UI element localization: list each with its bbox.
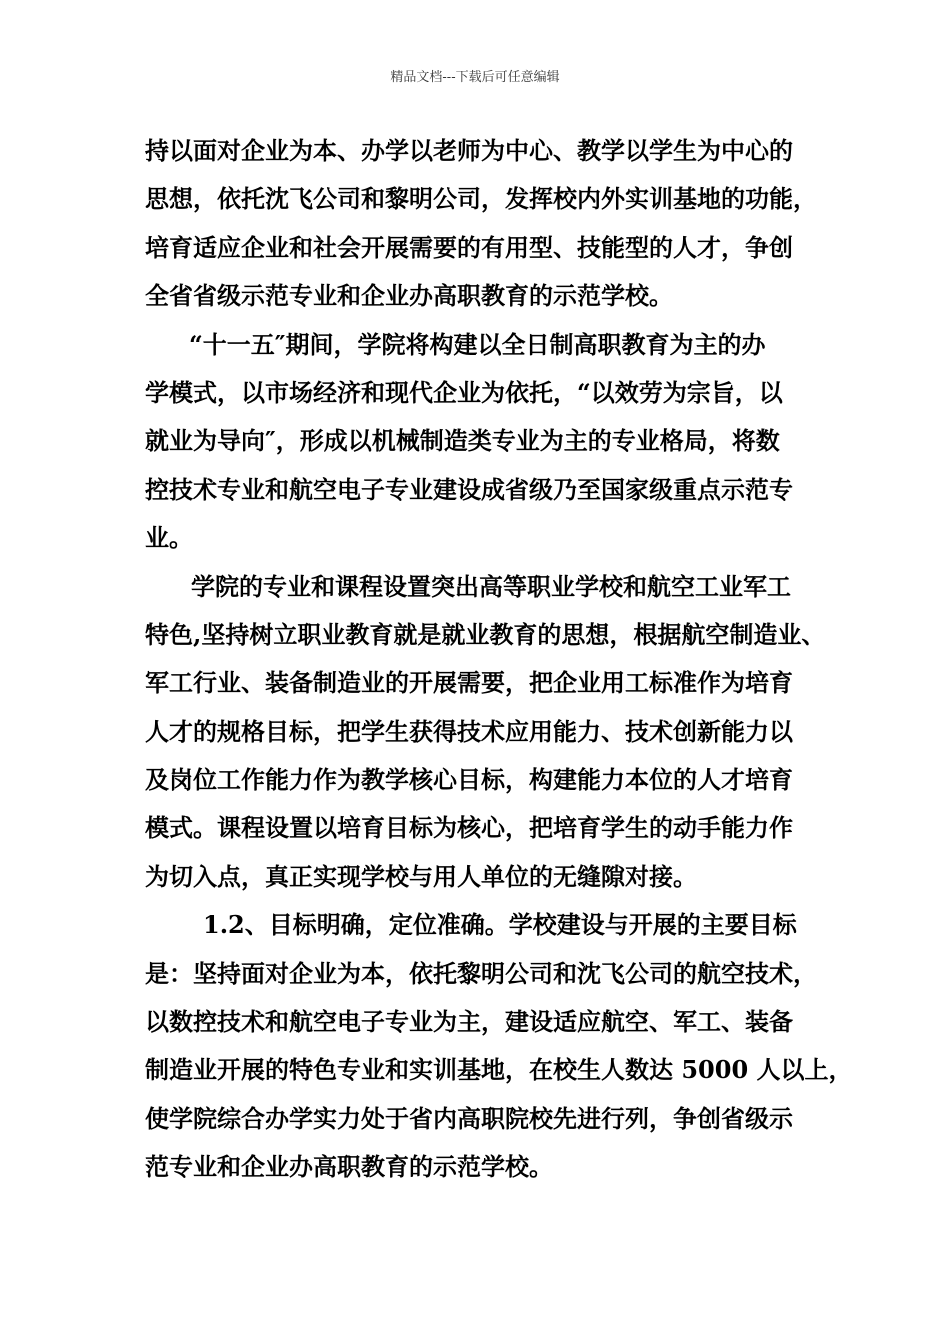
text-line: 学院的专业和课程设置突出高等职业学校和航空工业军工 — [191, 571, 791, 601]
text-line: 及岗位工作能力作为教学核心目标，构建能力本位的人才培育 — [145, 765, 793, 795]
text-line: 模式。课程设置以培育目标为核心，把培育学生的动手能力作 — [145, 813, 793, 843]
paragraph-4 — [145, 901, 853, 1191]
paragraph-1 — [145, 127, 825, 321]
text-line: 学模式，以市场经济和现代企业为依托，“以效劳为宗旨，以 — [145, 377, 783, 407]
text-line: “十一五″期间，学院将构建以全日制高职教育为主的办 — [189, 329, 766, 359]
text-line: 全省省级示范专业和企业办高职教育的示范学校。 — [145, 281, 673, 311]
text-line: 1.2、目标明确，定位准确。学校建设与开展的主要目标 — [203, 910, 797, 940]
text-line: 特色,坚持树立职业教育就是就业教育的思想，根据航空制造业、 — [145, 619, 826, 649]
document-body — [145, 127, 853, 1192]
text-line: 控技术专业和航空电子专业建设成省级乃至国家级重点示范专 — [145, 474, 793, 504]
text-line: 持以面对企业为本、办学以老师为中心、教学以学生为中心的 — [145, 136, 793, 165]
text-line: 就业为导向″，形成以机械制造类专业为主的专业格局，将数 — [145, 426, 780, 456]
text-line: 使学院综合办学实力处于省内高职院校先进行列，争创省级示 — [145, 1103, 793, 1133]
text-line: 业。 — [145, 523, 193, 553]
text-line: 人才的规格目标，把学生获得技术应用能力、技术创新能力以 — [145, 716, 793, 746]
text-line: 范专业和企业办高职教育的示范学校。 — [145, 1152, 553, 1182]
text-line: 思想，依托沈飞公司和黎明公司，发挥校内外实训基地的功能， — [145, 184, 817, 214]
text-line: 培育适应企业和社会开展需要的有用型、技能型的人才，争创 — [145, 232, 793, 262]
paragraph-3 — [145, 563, 825, 902]
text-line: 军工行业、装备制造业的开展需要，把企业用工标准作为培育 — [145, 668, 793, 698]
text-line: 为切入点，真正实现学校与用人单位的无缝隙对接。 — [145, 861, 697, 891]
text-line: 以数控技术和航空电子专业为主，建设适应航空、军工、装备 — [145, 1007, 793, 1037]
page-header: 精品文档---下载后可任意编辑 — [390, 70, 560, 85]
paragraph-2 — [145, 321, 825, 563]
text-line: 是：坚持面对企业为本，依托黎明公司和沈飞公司的航空技术， — [145, 958, 817, 988]
text-line: 制造业开展的特色专业和实训基地，在校生人数达 5000 人以上， — [145, 1055, 853, 1085]
